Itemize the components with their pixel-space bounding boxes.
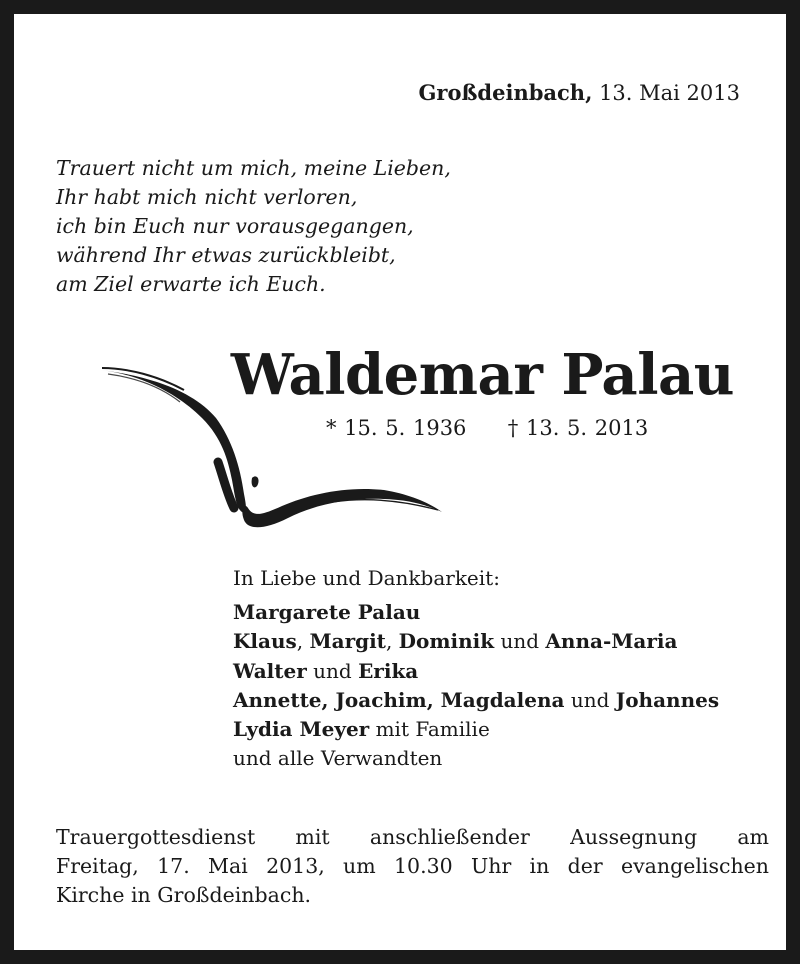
mourner-connector: und [306,658,359,683]
mourners-intro: In Liebe und Dankbarkeit: [233,566,500,590]
mourner-line [233,715,719,744]
mourner-name: Annette, Joachim, Magdalena [233,687,565,712]
mourner-line [233,744,719,773]
service-line: Freitag, 17. Mai 2013, um 10.30 Uhr in der evangelischen [56,854,769,878]
mourner-connector: , [385,629,399,654]
life-dates [326,416,648,440]
mourner-name: Klaus [233,629,297,654]
poem-line: am Ziel erwarte ich Euch. [56,272,326,296]
mourner-name: Johannes [615,687,720,712]
mourner-connector: und [564,687,616,712]
birth-symbol: * [326,416,337,440]
poem-line: Trauert nicht um mich, meine Lieben, [56,156,451,180]
mourner-name: Walter [233,658,307,683]
service-announcement [56,823,769,910]
mourner-name: Anna-Maria [545,629,678,654]
poem-line: Ihr habt mich nicht verloren, [56,185,358,209]
service-line: Trauergottesdienst mit anschließender Aussegnung am [56,825,769,849]
mourner-connector: , [296,629,310,654]
mourners-list [233,598,719,773]
mourner-name: Margit [309,629,386,654]
birth-date: 15. 5. 1936 [344,416,467,440]
mourner-connector: und [494,629,546,654]
mourner-name: Margarete Palau [233,600,421,625]
mourner-connector: mit Familie [369,717,490,742]
place-date [418,80,740,105]
mourner-line [233,627,719,656]
mourner-line [233,686,719,715]
mourner-name: Erika [358,658,419,683]
mourner-connector: und alle Verwandten [233,746,443,771]
mourner-name: Lydia Meyer [233,717,370,742]
deceased-name: Waldemar Palau [230,342,734,408]
mourner-line [233,598,719,627]
death-date: 13. 5. 2013 [525,416,649,440]
death-symbol: † [507,416,519,440]
poem-line: während Ihr etwas zurückbleibt, [56,243,396,267]
poem-line: ich bin Euch nur vorausgegangen, [56,214,414,238]
notice-date: 13. Mai 2013 [599,81,740,105]
mourner-name: Dominik [398,629,495,654]
place-name: Großdeinbach, [418,80,593,105]
mourner-line [233,657,719,686]
mourners-block [233,564,719,773]
service-line: Kirche in Großdeinbach. [56,883,312,907]
poem [56,154,451,299]
